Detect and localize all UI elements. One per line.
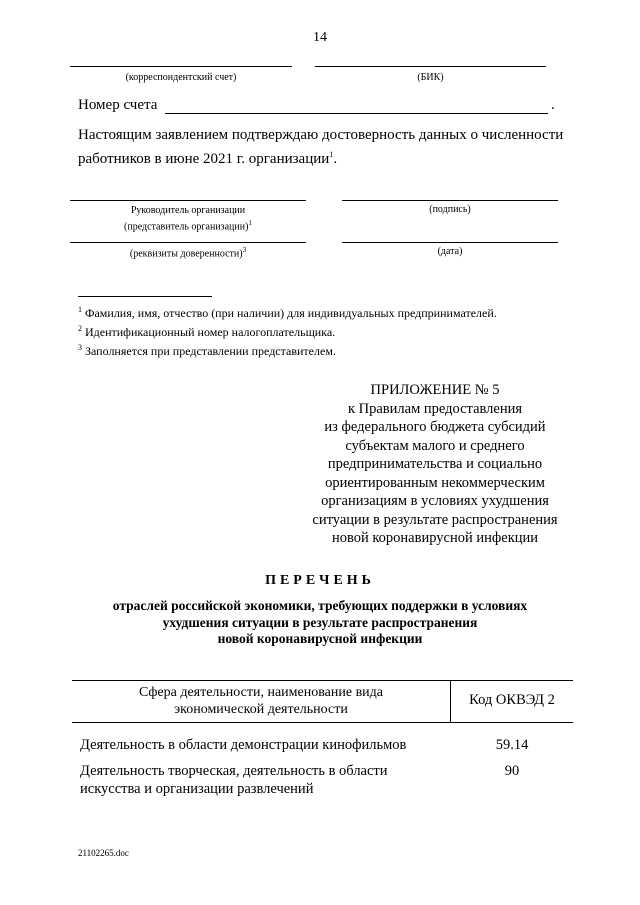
footnote-3-mark: 3 [78,343,82,352]
table-header-bottom-border [72,722,573,723]
date-line [342,242,558,243]
table-header-activity-line-2: экономической деятельности [174,702,348,717]
date-label: (дата) [437,246,463,257]
confirmation-line-1: Настоящим заявлением подтверждаю достоверность данных о численности [78,127,564,143]
appendix-line-1: ПРИЛОЖЕНИЕ № 5 [370,382,500,398]
account-number-end: . [551,97,555,113]
signature-label: (подпись) [429,204,471,215]
appendix-line-5: предпринимательства и социально [327,456,543,472]
footnote-1-text: Фамилия, имя, отчество (при наличии) для индивидуальных предпринимателей. [82,306,497,320]
table-header-activity [72,684,450,718]
head-label-line-2-text: (представитель организации) [124,221,249,233]
table-header-code: Код ОКВЭД 2 [469,692,555,708]
appendix-line-6: ориентированным некоммерческим [325,474,545,491]
footnote-1-mark: 1 [78,305,82,314]
footnotes [78,302,598,359]
appendix-line-3: из федерального бюджета субсидий [324,419,546,435]
footnote-separator [78,296,212,297]
row-2-activity-line-1: Деятельность творческая, деятельность в области [80,763,388,779]
table-header-activity-line-1: Сфера деятельности, наименование вида [138,685,384,700]
appendix-line-9: новой коронавирусной инфекции [331,530,539,546]
account-number-line [165,113,548,114]
head-label-line-1: Руководитель организации [130,205,246,216]
appendix-line-8: ситуации в результате распространения [312,511,558,528]
table-row [80,736,450,754]
confirmation-line-2-text: работников в июне 2021 г. организации [78,151,330,167]
subtitle-line-1: отраслей российской экономики, требующих поддержки в условиях [112,598,528,613]
appendix-line-4: субъектам малого и среднего [345,437,525,454]
confirmation-text [78,126,578,169]
row-2-code: 90 [504,763,520,779]
footnote-2 [78,321,598,340]
document-subtitle [40,598,600,648]
confirmation-line-2-end: . [333,151,338,167]
row-2-activity-line-2: искусства и организации развлечений [80,781,314,797]
power-of-attorney-line [70,242,306,243]
subtitle-line-3: новой коронавирусной инфекции [217,631,423,646]
footnote-2-mark: 2 [78,324,82,333]
power-footnote-ref: 3 [242,246,247,254]
power-of-attorney-label [70,246,306,259]
footnote-ref-1: 1 [329,150,334,159]
head-label [70,204,306,233]
head-label-line-2 [70,217,306,233]
appendix-line-2: к Правилам предоставления [347,400,523,417]
bik-label: (БИК) [417,72,444,83]
appendix-block [288,381,582,548]
bik-line [315,66,546,67]
account-number-label: Номер счета [78,97,158,113]
signature-line [342,200,558,201]
appendix-line-7: организациям в условиях ухудшения [321,493,549,509]
table-row [80,762,450,798]
page-number: 14 [313,30,327,45]
footnote-2-text: Идентификационный номер налогоплательщика. [82,325,336,339]
file-name: 21102265.doc [78,848,129,858]
footnote-3-text: Заполняется при представлении представителем. [82,344,336,358]
row-1-code: 59.14 [495,737,529,753]
power-of-attorney-text: (реквизиты доверенности) [129,248,243,260]
row-1-activity: Деятельность в области демонстрации кинофильмов [80,737,407,753]
footnote-1 [78,302,598,321]
table-top-border [72,680,573,681]
confirmation-line-2 [78,145,578,169]
footnote-3 [78,340,598,359]
head-line [70,200,306,201]
subtitle-line-2: ухудшения ситуации в результате распространения [162,614,478,630]
head-footnote-ref: 1 [248,219,252,227]
corr-account-label: (корреспондентский счет) [125,72,237,83]
corr-account-line [70,66,292,67]
document-title: ПЕРЕЧЕНЬ [265,573,375,588]
